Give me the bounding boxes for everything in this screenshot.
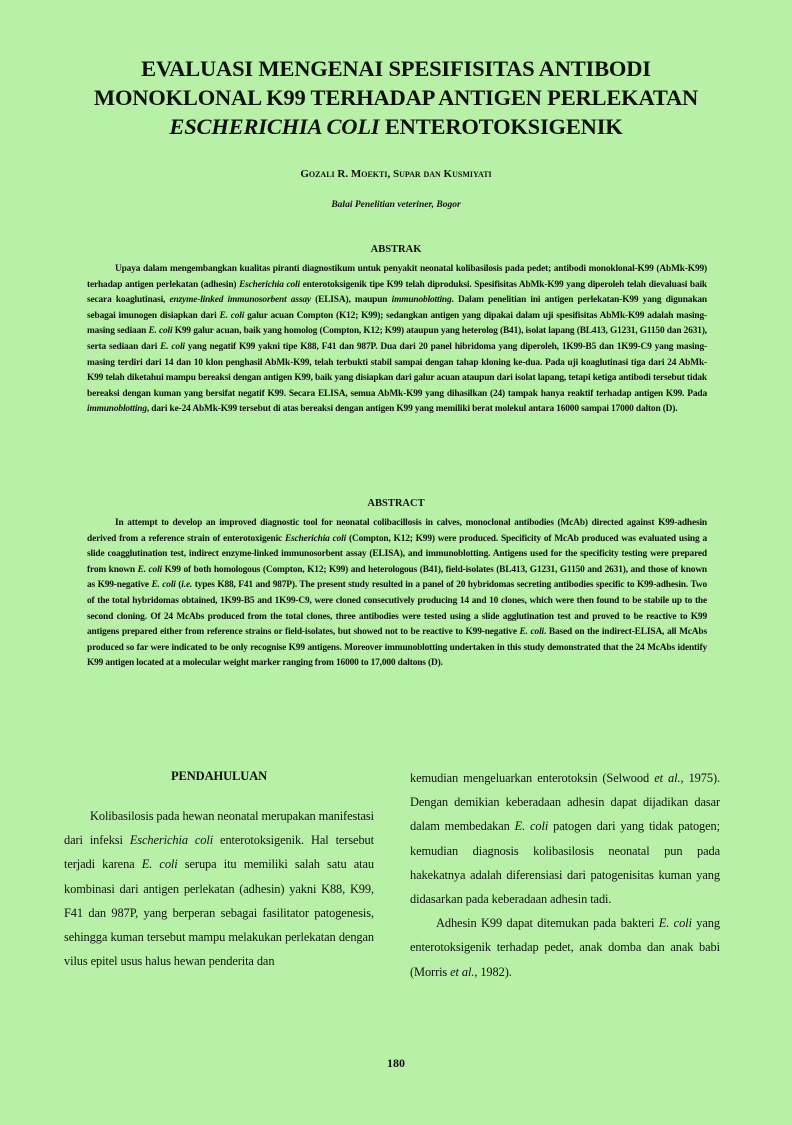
title-line-3-rest: ENTEROTOKSIGENIK <box>379 114 623 139</box>
abstract-heading: ABSTRACT <box>367 498 425 509</box>
paragraph-3: Adhesin K99 dapat ditemukan pada bakteri E. coli yang enterotoksigenik terhadap pedet, anak domba dan anak babi (Morris et al., 1982). <box>410 916 720 979</box>
section-heading-pendahuluan: PENDAHULUAN <box>170 769 268 783</box>
abstrak-heading: ABSTRAK <box>370 244 422 255</box>
page-number: 180 <box>387 1056 405 1070</box>
affiliation: Balai Penelitian veteriner, Bogor <box>331 200 461 210</box>
title-line-1: EVALUASI MENGENAI SPESIFISITAS ANTIBODI <box>141 56 651 81</box>
authors: Gozali R. Moekti, Supar dan Kusmiyati <box>300 168 492 180</box>
abstract-body: In attempt to develop an improved diagnostic tool for neonatal colibacillosis in calves, monoclonal antibodies (McAb) directed against K99-adhesin derived from a reference strain of enterotoxigenic Escherichia coli (Compton, K12; K99) were produced. Specificity of McAb produced was evaluated using a slide coagglutination test, indirect enzyme-linked immunosorbent assay (ELISA), and immunoblotting. Antigens used for the specificity testing were prepared from known E. coli K99 of both homologous (Compton, K12; K99) and heterologous (B41), field-isolates (BL413, G1231, G1150 and 2631), and those of known as K99-negative E. coli (i.e. types K88, F41 and 987P). The present study resulted in a panel of 20 hybridomas secreting antibodies specific to K99-adhesin. Two of the total hybridomas obtained, 1K99-B5 and 1K99-C9, were cloned consecutively producing 14 and 10 clones, which were then found to be stabile up to the second cloning. Of 24 McAbs produced from the total clones, three antibodies were tested using a slide agglutination test and proved to be reactive to K99 antigens prepared either from reference strains or field-isolates, but showed not to be reactive to K99-negative E. coli. Based on the indirect-ELISA, all McAbs produced so far were indicated to be only recognise K99 antigens. Moreover immunoblotting undertaken in this study demonstrated that the 24 McAbs identify K99 antigen located at a molecular weight marker ranging from 16000 to 17,000 daltons (D). <box>87 518 708 669</box>
title-line-3 <box>60 112 732 141</box>
abstrak-body: Upaya dalam mengembangkan kualitas piranti diagnostikum untuk penyakit neonatal kolibasilosis pada pedet; antibodi monoklonal-K99 (AbMk-K99) terhadap antigen perlekatan (adhesin) Escherichia coli enterotoksigenik tipe K99 telah diproduksi. Spesifisitas AbMk-K99 yang diperoleh telah dievaluasi baik secara koaglutinasi, enzyme-linked immunosorbent assay (ELISA), maupun immunoblotting. Dalam penelitian ini antigen perlekatan-K99 yang digunakan sebagai imunogen disiapkan dari E. coli galur acuan Compton (K12; K99); sedangkan antigen yang dipakai dalam uji spesifisitas AbMk-K99 adalah masing-masing sediaan E. coli K99 galur acuan, baik yang homolog (Compton, K12; K99) ataupun yang heterolog (B41), isolat lapang (BL413, G1231, G1150 dan 2631), serta sediaan dari E. coli yang negatif K99 yakni tipe K88, F41 dan 987P. Dua dari 20 panel hibridoma yang diperoleh, 1K99-B5 dan 1K99-C9 yang masing-masing terdiri dari 14 dan 10 klon penghasil AbMk-K99, telah terbukti stabil sampai dengan tahap kloning ke-dua. Pada uji koaglutinasi tiga dari 24 AbMk-K99 telah diketahui mampu bereaksi dengan antigen K99, baik yang disiapkan dari galur acuan ataupun dari isolat lapang, tetapi ketiga antibodi tersebut tidak bereaksi dengan kuman yang bersifat negatif K99. Secara ELISA, semua AbMk-K99 yang dihasilkan (24) tampak hanya reaktif terhadap antigen K99. Pada immunoblotting, dari ke-24 AbMk-K99 tersebut di atas bereaksi dengan antigen K99 yang memiliki berat molekul antara 16000 sampai 17000 dalton (D). <box>87 264 708 415</box>
title-line-2: MONOKLONAL K99 TERHADAP ANTIGEN PERLEKATAN <box>93 85 699 110</box>
article-title <box>60 54 732 141</box>
paragraph-2: kemudian mengeluarkan enterotoksin (Selwood et al., 1975). Dengan demikian keberadaan adhesin dapat dijadikan dasar dalam membedakan E. coli patogen dari yang tidak patogen; kemudian diagnosis kolibasilosis neonatal pun pada hakekatnya adalah diferensiasi dari patogenisitas kuman yang didasarkan pada keberadaan adhesin tadi. <box>410 771 720 907</box>
title-italic: ESCHERICHIA COLI <box>169 114 380 139</box>
left-column <box>64 766 374 973</box>
right-column <box>410 766 720 984</box>
paragraph-1: Kolibasilosis pada hewan neonatal merupakan manifestasi dari infeksi Escherichia coli enterotoksigenik. Hal tersebut terjadi karena E. coli serupa itu memiliki salah satu atau kombinasi dari antigen perlekatan (adhesin) yakni K88, K99, F41 dan 987P, yang berperan sebagai fasilitator patogenesis, sehingga kuman tersebut mampu melakukan perlekatan dengan vilus epitel usus halus hewan penderita dan <box>64 809 374 969</box>
